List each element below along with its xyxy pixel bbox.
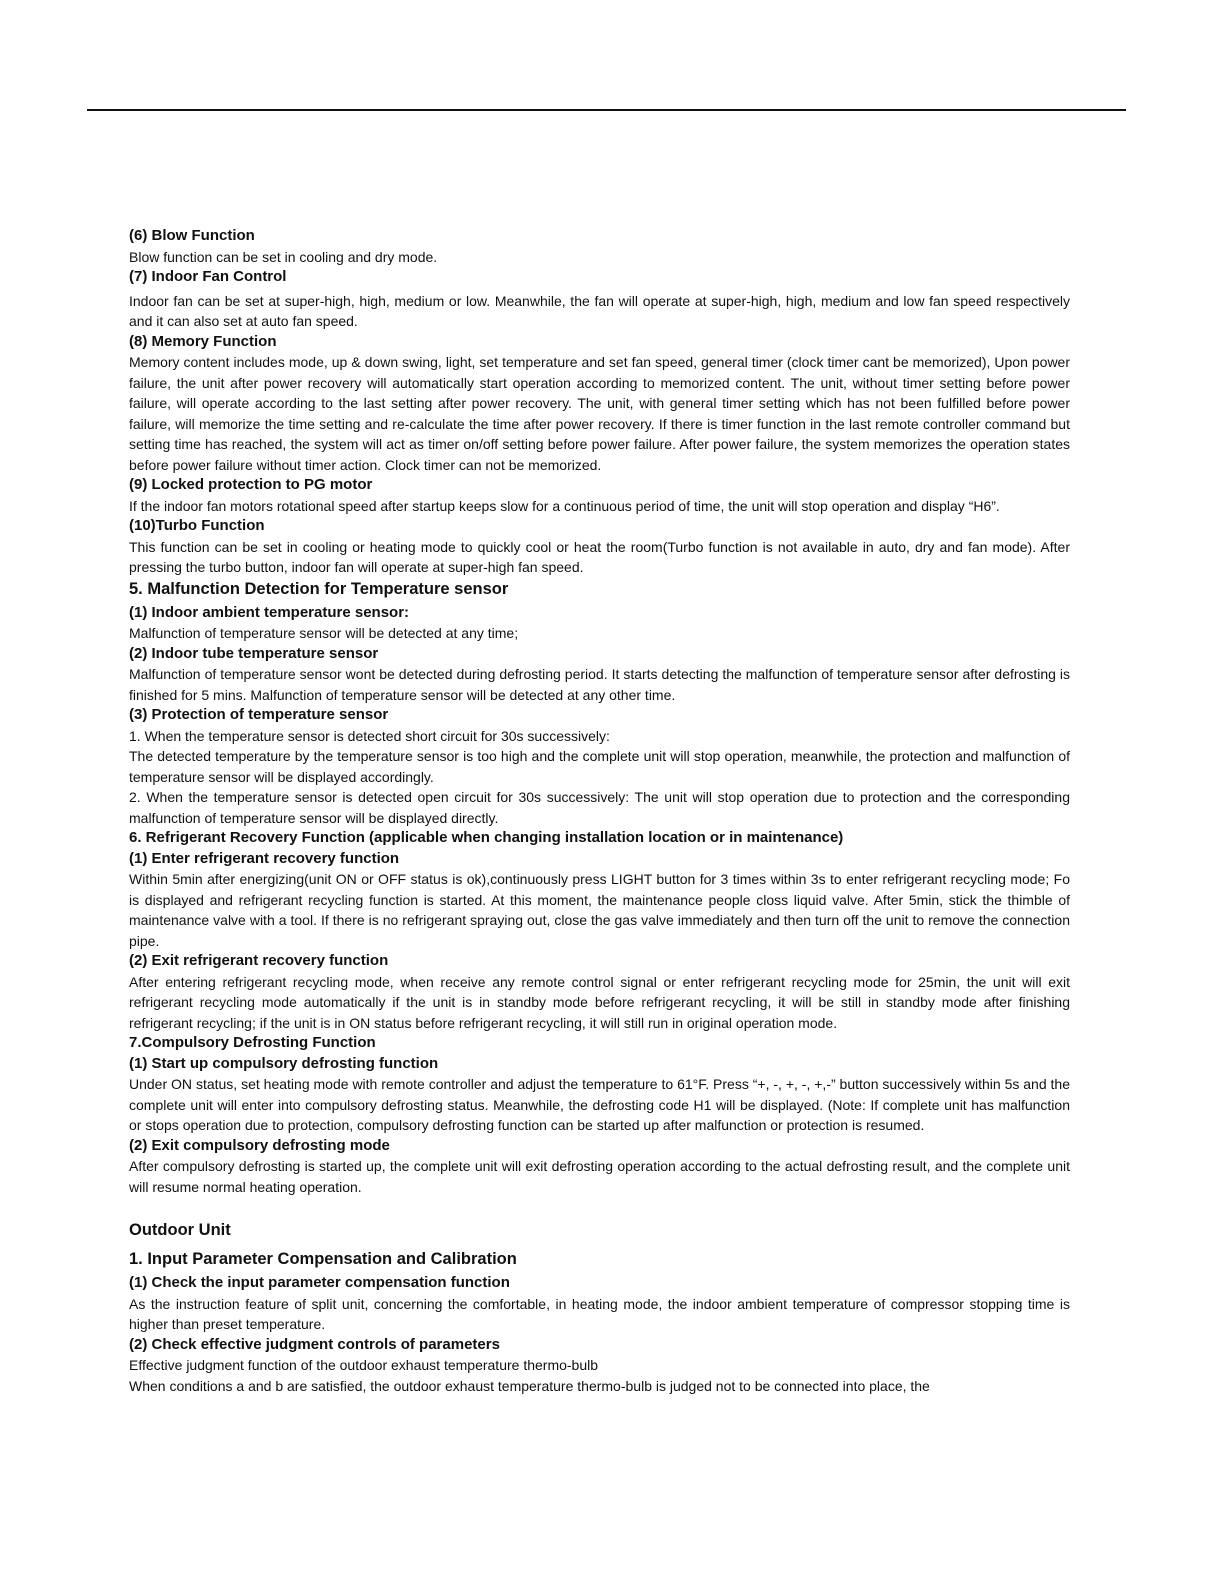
heading-exit-recovery: (2) Exit refrigerant recovery function [129,952,389,969]
paragraph: As the instruction feature of split unit, concerning the comfortable, in heating mode, the indoor ambient temperature of compressor stopping time is higher than preset temperature. [129,1295,1070,1332]
heading-start-defrosting: (1) Start up compulsory defrosting function [129,1054,439,1072]
paragraph: Effective judgment function of the outdoor exhaust temperature thermo-bulb [129,1357,599,1373]
heading-malfunction-detection: 5. Malfunction Detection for Temperature sensor [129,579,509,598]
paragraph: After entering refrigerant recycling mode, when receive any remote control signal or enter refrigerant recycling mode for 25min, the unit will exit refrigerant recycling mode automatically if the unit is in standby mode before refrigerant recycling, it will be still in standby mode after finishing refrigerant recycling; if the unit is in ON status before refrigerant recycling, it will still run in original operation mode. [129,973,1070,1031]
paragraph: This function can be set in cooling or heating mode to quickly cool or heat the room(Turbo function is not available in auto, dry and fan mode). After pressing the turbo button, indoor fan will operate at super-high fan speed. [129,538,1070,575]
paragraph: If the indoor fan motors rotational speed after startup keeps slow for a continuous period of time, the unit will stop operation and display “H6”. [129,497,1000,514]
heading-compulsory-defrosting: 7.Compulsory Defrosting Function [129,1034,376,1051]
paragraph: Memory content includes mode, up & down swing, light, set temperature and set fan speed, general timer (clock timer cant be memorized), Upon power failure, the unit after power recovery will automatically start operation according to memorized content. The unit, without timer setting before power failure, will operate according to the last setting after power recovery. The unit, with general timer setting which has not been fulfilled before power failure, will memorize the time setting and re-calculate the time after power recovery. If there is timer function in the last remote controller command but setting time has reached, the system will act as timer on/off setting before power failure. After power failure, the system memorizes the operation states before power failure without timer action. Clock timer can not be memorized. [129,354,1070,473]
document-body [129,226,1070,1396]
heading-sensor-protection: (3) Protection of temperature sensor [129,706,389,723]
paragraph: 1. When the temperature sensor is detected short circuit for 30s successively: [129,727,610,744]
heading-outdoor-unit: Outdoor Unit [129,1221,231,1239]
paragraph: Malfunction of temperature sensor wont be detected during defrosting period. It starts detecting the malfunction of temperature sensor after defrosting is finished for 5 mins. Malfunction of temperature sensor will be detected at any other time. [129,666,1070,703]
heading-input-parameter: 1. Input Parameter Compensation and Calibration [129,1250,517,1268]
paragraph: The detected temperature by the temperature sensor is too high and the complete unit will stop operation, meanwhile, the protection and malfunction of temperature sensor will be displayed accordingly. [129,748,1070,785]
heading-blow-function: (6) Blow Function [129,227,255,244]
paragraph: Malfunction of temperature sensor will be detected at any time; [129,625,519,641]
paragraph: When conditions a and b are satisfied, the outdoor exhaust temperature thermo-bulb is judged not to be connected into place, the [129,1377,930,1394]
heading-check-judgment: (2) Check effective judgment controls of parameters [129,1335,500,1353]
heading-exit-defrosting: (2) Exit compulsory defrosting mode [129,1136,390,1154]
header-rule [87,109,1126,111]
heading-check-compensation: (1) Check the input parameter compensation function [129,1274,510,1291]
heading-indoor-fan-control: (7) Indoor Fan Control [129,268,287,285]
heading-locked-protection: (9) Locked protection to PG motor [129,476,373,493]
paragraph: Under ON status, set heating mode with remote controller and adjust the temperature to 61°F. Press “+, -, +, -, +,-” button successively within 5s and the complete unit will enter into compulsory defrosting status. Meanwhile, the defrosting code H1 will be displayed. (Note: If complete unit has malfunction or stops operation due to protection, compulsory defrosting function can be started up after malfunction or protection is resumed. [129,1076,1070,1133]
paragraph: Within 5min after energizing(unit ON or OFF status is ok),continuously press LIGHT button for 3 times within 3s to enter refrigerant recycling mode; Fo is displayed and refrigerant recycling function is started. At this moment, the maintenance people closs liquid valve. After 5min, stick the thimble of maintenance valve with a tool. If there is no refrigerant spraying out, close the gas valve immediately and then turn off the unit to remove the connection pipe. [129,871,1070,949]
paragraph: Blow function can be set in cooling and dry mode. [129,248,438,265]
paragraph: Indoor fan can be set at super-high, high, medium or low. Meanwhile, the fan will operate at super-high, high, medium and low fan speed respectively and it can also set at auto fan speed. [129,292,1070,329]
heading-refrigerant-recovery: 6. Refrigerant Recovery Function (applicable when changing installation location or in maintenance) [129,829,844,846]
paragraph: 2. When the temperature sensor is detected open circuit for 30s successively: The unit will stop operation due to protection and the corresponding malfunction of temperature sensor will be displayed directly. [129,789,1070,826]
heading-indoor-ambient-sensor: (1) Indoor ambient temperature sensor: [129,603,410,621]
heading-memory-function: (8) Memory Function [129,332,277,350]
heading-enter-recovery: (1) Enter refrigerant recovery function [129,849,400,867]
paragraph: After compulsory defrosting is started up, the complete unit will exit defrosting operation according to the actual defrosting result, and the complete unit will resume normal heating operation. [129,1158,1070,1195]
heading-indoor-tube-sensor: (2) Indoor tube temperature sensor [129,644,379,662]
heading-turbo-function: (10)Turbo Function [129,517,265,534]
